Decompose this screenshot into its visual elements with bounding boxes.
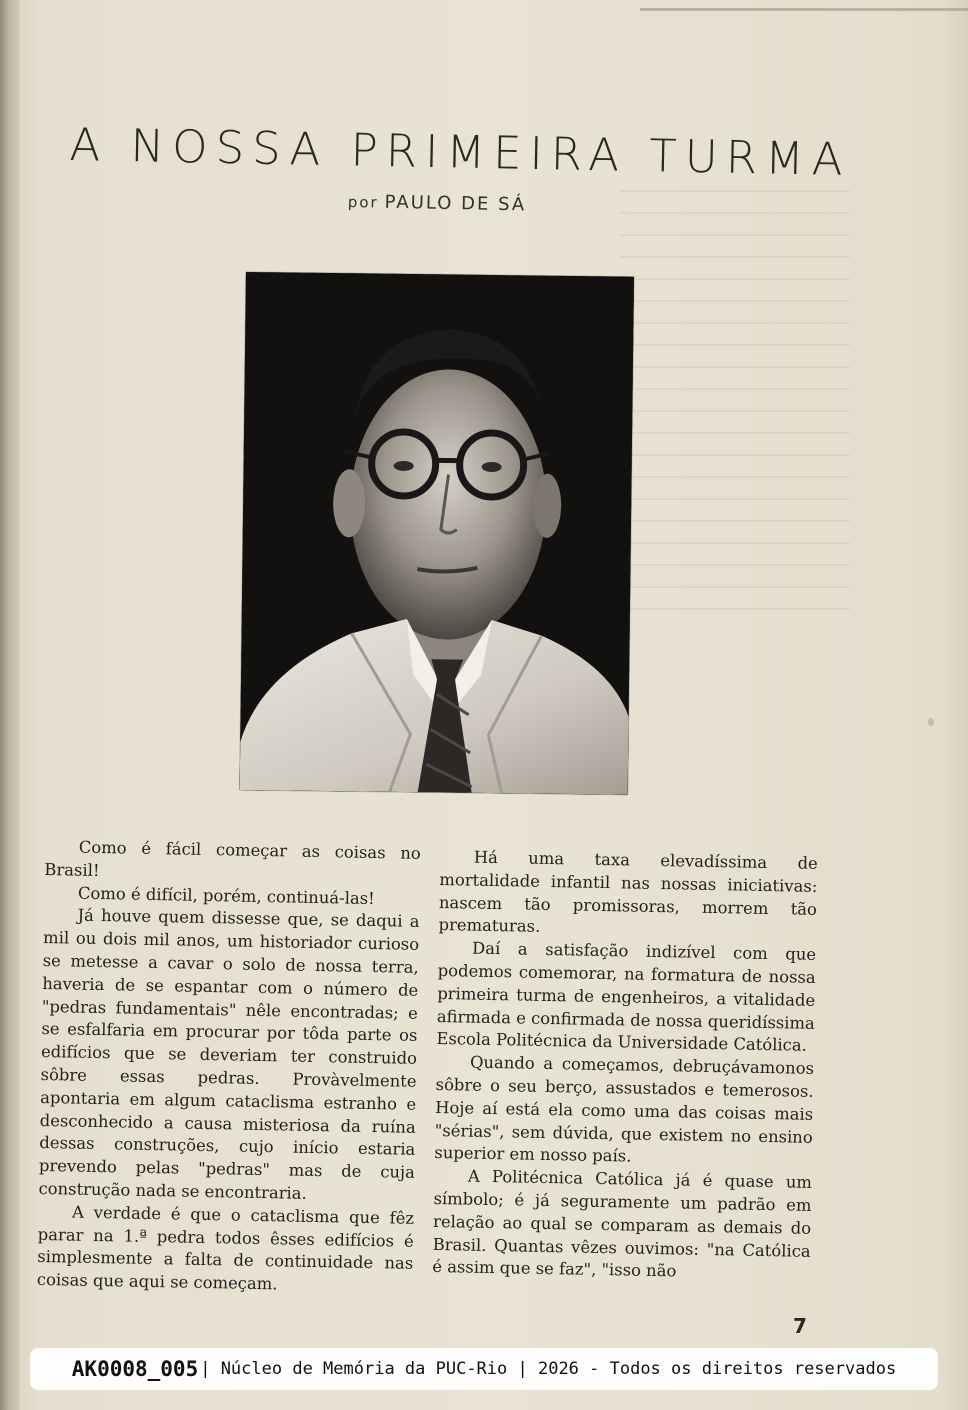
left-text-column	[37, 836, 421, 1299]
paragraph: Como é fácil começar as coisas no Brasil!	[44, 837, 421, 880]
paper-speck	[928, 718, 934, 726]
archive-id: AK0008_005	[71, 1357, 199, 1381]
byline-prefix: por	[347, 192, 379, 212]
article-title: A NOSSA PRIMEIRA TURMA	[68, 118, 852, 186]
paragraph: A verdade é que o cataclisma que fêz parar na 1.ª pedra todos êsses edifícios é simplesmente a falta de continuidade nas coisas que aqui se começam.	[36, 1202, 415, 1294]
portrait-icon	[240, 272, 634, 795]
article-byline	[348, 191, 527, 215]
page-number: 7	[793, 1314, 807, 1338]
author-name: PAULO DE SÁ	[384, 191, 527, 216]
show-through-text	[620, 190, 850, 630]
page-edge-line	[640, 8, 968, 11]
archive-footer-banner	[30, 1348, 938, 1390]
paragraph: Daí a satisfação indizível com que podemos comemorar, na formatura de nossa primeira turma de engenheiros, a vitalidade afirmada e confirmada de nossa queridíssima Escola Politécnica da Universidade Católica.	[436, 938, 817, 1056]
archive-credit: | Núcleo de Memória da PUC-Rio | 2026 - Todos os direitos reservados	[200, 1359, 897, 1379]
author-portrait-photo	[240, 272, 634, 795]
paragraph: Já houve quem dissesse que, se daqui a mil ou dois mil anos, um historiador curioso se metesse a cavar o solo de nossa terra, haveria de se espantar com o número de "pedras fundamentais" nêle encontradas; e se esfalfaria em procurar por tôda parte os edifícios que se deveriam ter construido sôbre essas pedras. Provàvelmente apontaria em algum cataclisma estranho e desconhecido a causa misteriosa da ruína dessas construções, cujo início estaria prevendo pelas "pedras" mas de cuja construção nada se encontraria.	[38, 906, 420, 1203]
paragraph: Há uma taxa elevadíssima de mortalidade infantil nas nossas iniciativas: nascem tão promissoras, morrem tão prematuras.	[438, 847, 818, 937]
binding-gutter	[0, 0, 20, 1410]
paragraph: A Politécnica Católica já é quase um símbolo; é já seguramente um padrão em relação ao qual se comparam as demais do Brasil. Quantas vêzes ouvimos: "na Católica é assim que se faz", "isso não	[432, 1166, 813, 1281]
paragraph: Quando a começamos, debruçávamonos sôbre o seu berço, assustados e temerosos. Hoje aí está ela como uma das coisas mais "sérias", sem dúvida, que existem no ensino superior em nosso país.	[434, 1052, 815, 1166]
paragraph: Como é difícil, porém, continuá-las!	[77, 883, 375, 908]
right-text-column	[432, 846, 818, 1286]
